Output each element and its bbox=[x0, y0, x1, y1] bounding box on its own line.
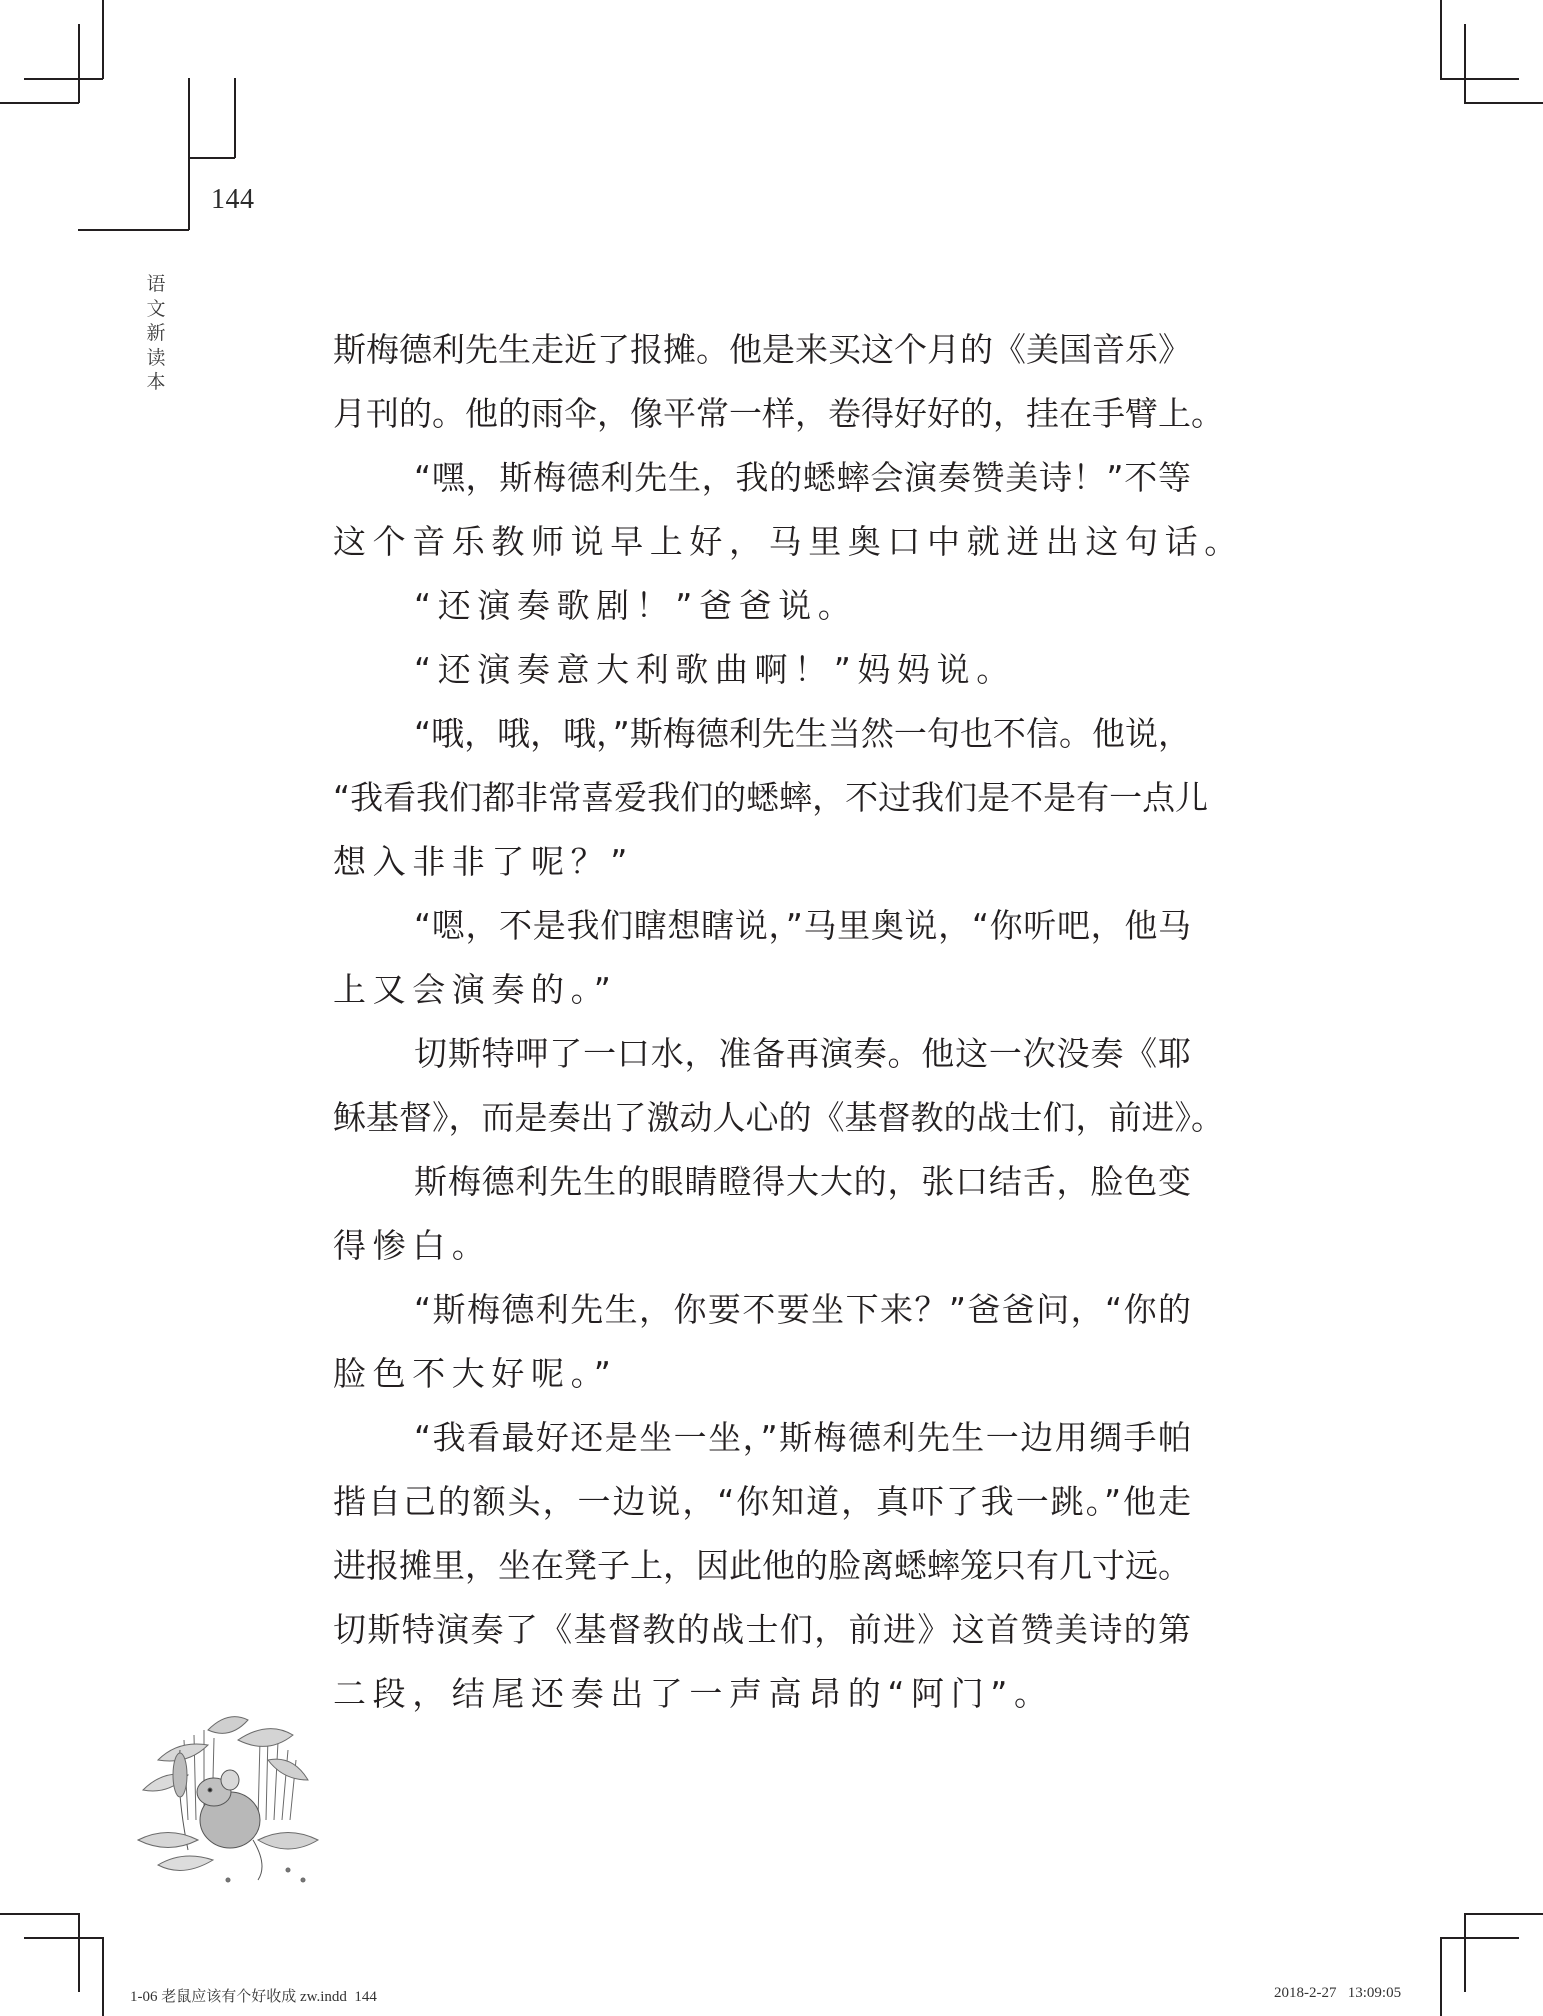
footer-timestamp: 2018-2-27 13:09:05 bbox=[1274, 1985, 1402, 2001]
crop-mark-bottom-left bbox=[0, 1913, 79, 1915]
text-line: “我看我们都非常喜爱我们的蟋蟀，不过我们是不是有一点儿 bbox=[333, 778, 1209, 817]
text-line: 切斯特演奏了《基督教的战士们，前进》这首赞美诗的第 bbox=[333, 1610, 1191, 1649]
crop-mark-top-right bbox=[1464, 102, 1543, 104]
text-line: 斯梅德利先生的眼睛瞪得大大的，张口结舌，脸色变 bbox=[414, 1162, 1191, 1201]
text-line: 月刊的。他的雨伞，像平常一样，卷得好好的，挂在手臂上。 bbox=[333, 394, 1224, 433]
crop-mark-top-left bbox=[102, 0, 104, 79]
running-title: 语文新读本 bbox=[146, 273, 166, 393]
text-line: “斯梅德利先生，你要不要坐下来？”爸爸问，“你的 bbox=[414, 1290, 1191, 1329]
page-number-bracket bbox=[188, 78, 190, 230]
crop-mark-bottom-right bbox=[1440, 1937, 1442, 2016]
text-line: 上又会演奏的。” bbox=[333, 970, 618, 1009]
text-line: 稣基督》，而是奏出了激动人心的《基督教的战士们，前进》。 bbox=[333, 1098, 1224, 1137]
text-line: 切斯特呷了一口水，准备再演奏。他这一次没奏《耶 bbox=[414, 1034, 1191, 1073]
crop-mark-bottom-left bbox=[102, 1937, 104, 2016]
text-line: “还演奏意大利歌曲啊！”妈妈说。 bbox=[414, 650, 1016, 689]
text-line: 脸色不大好呢。” bbox=[333, 1354, 618, 1393]
crop-mark-top-left bbox=[24, 78, 103, 80]
footer-file-info: 1-06 老鼠应该有个好收成 zw.indd 144 bbox=[130, 1989, 377, 2005]
crop-mark-top-right bbox=[1440, 78, 1519, 80]
mouse-among-leaves-icon bbox=[118, 1680, 338, 1890]
text-line: 斯梅德利先生走近了报摊。他是来买这个月的《美国音乐》 bbox=[333, 330, 1191, 369]
text-line: 这个音乐教师说早上好，马里奥口中就迸出这句话。 bbox=[333, 522, 1244, 561]
crop-mark-bottom-left bbox=[78, 1913, 80, 1992]
text-line: 二段，结尾还奏出了一声高昂的“阿门”。 bbox=[333, 1674, 1054, 1713]
crop-mark-bottom-right bbox=[1464, 1913, 1543, 1915]
text-line: “嗯，不是我们瞎想瞎说，”马里奥说，“你听吧，他马 bbox=[414, 906, 1191, 945]
text-line: 揩自己的额头，一边说，“你知道，真吓了我一跳。”他走 bbox=[333, 1482, 1191, 1521]
text-line: 得惨白。 bbox=[333, 1226, 492, 1265]
page-number-bracket bbox=[234, 78, 236, 158]
text-line: “嘿，斯梅德利先生，我的蟋蟀会演奏赞美诗！”不等 bbox=[414, 458, 1191, 497]
text-line: “哦，哦，哦，”斯梅德利先生当然一句也不信。他说， bbox=[414, 714, 1191, 753]
crop-mark-bottom-right bbox=[1440, 1937, 1519, 1939]
crop-mark-bottom-right bbox=[1464, 1913, 1466, 1992]
crop-mark-top-right bbox=[1440, 0, 1442, 79]
text-line: 进报摊里，坐在凳子上，因此他的脸离蟋蟀笼只有几寸远。 bbox=[333, 1546, 1191, 1585]
crop-mark-top-left bbox=[0, 102, 79, 104]
page-number-bracket bbox=[78, 229, 189, 231]
page-number-bracket bbox=[188, 157, 235, 159]
crop-mark-top-left bbox=[78, 24, 80, 103]
crop-mark-top-right bbox=[1464, 24, 1466, 103]
text-line: 想入非非了呢？” bbox=[333, 842, 634, 881]
mouse-illustration bbox=[118, 1680, 338, 1890]
text-line: “还演奏歌剧！”爸爸说。 bbox=[414, 586, 858, 625]
page-number: 144 bbox=[211, 184, 255, 215]
crop-mark-bottom-left bbox=[24, 1937, 103, 1939]
text-line: “我看最好还是坐一坐，”斯梅德利先生一边用绸手帕 bbox=[414, 1418, 1191, 1457]
